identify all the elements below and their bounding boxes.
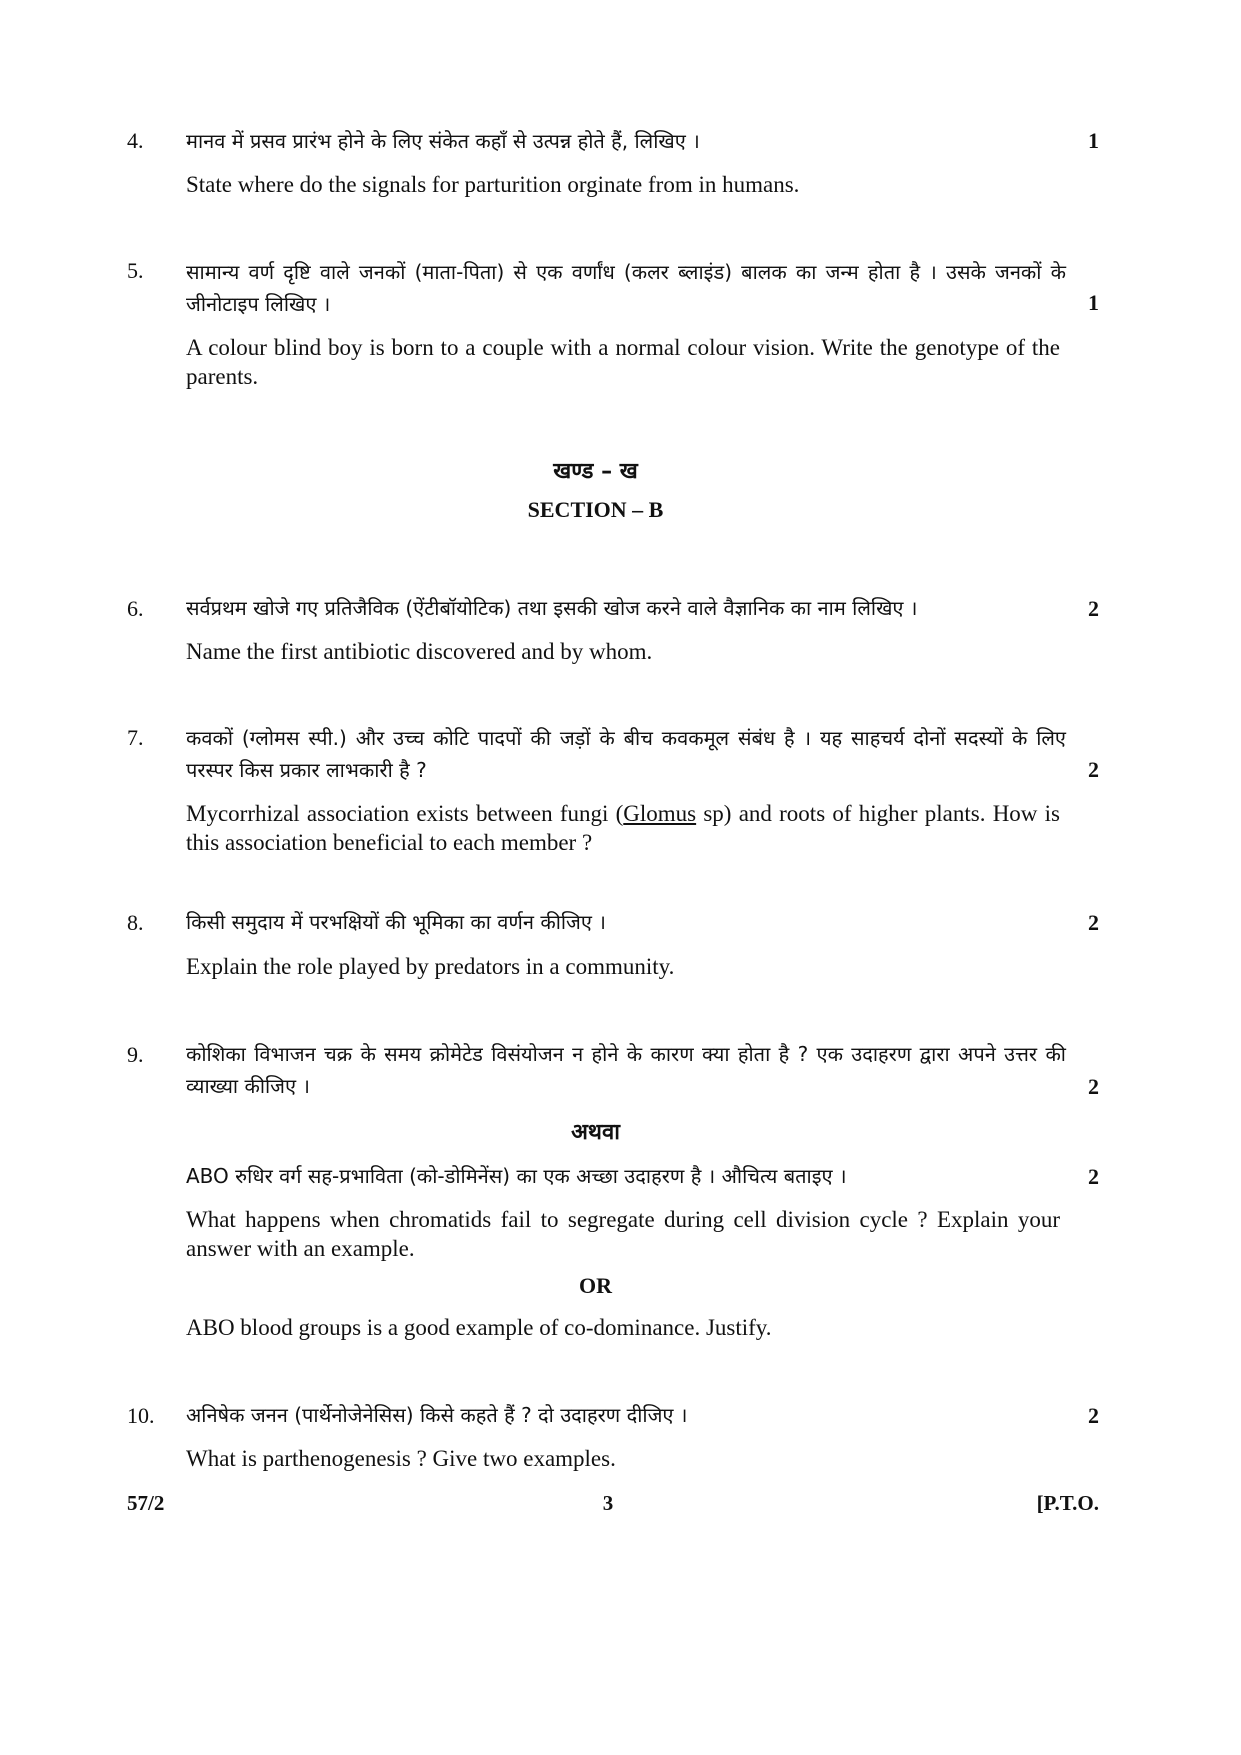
marks: 2: [1088, 1074, 1099, 1099]
question-number: 5.: [127, 258, 144, 283]
or-divider-hindi: अथवा: [571, 1120, 620, 1145]
marks: 2: [1088, 1403, 1099, 1428]
question-number: 10.: [127, 1403, 155, 1428]
question-text-hindi: कवकों (ग्लोमस स्पी.) और उच्च कोटि पादपों की जड़ों के बीच कवकमूल संबंध है । यह साहचर्य दोनों सदस्यों के लिए परस्पर किस प्रकार लाभकारी है ?: [186, 726, 1066, 782]
alternate-question-hindi: ABO रुधिर वर्ग सह-प्रभाविता (को-डोमिनेंस) का एक अच्छा उदाहरण है । औचित्य बताइए ।: [186, 1164, 847, 1188]
question-text-english: State where do the signals for parturition orginate from in humans.: [186, 172, 800, 197]
marks: 1: [1088, 128, 1099, 153]
marks: 2: [1088, 1164, 1099, 1189]
question-number: 4.: [127, 128, 144, 153]
question-text-english: Name the first antibiotic discovered and by whom.: [186, 639, 653, 664]
question-number: 6.: [127, 596, 144, 621]
question-text-english: What happens when chromatids fail to segregate during cell division cycle ? Explain your answer with an example.: [186, 1207, 1060, 1261]
paper-code: 57/2: [127, 1491, 165, 1515]
please-turn-over: [P.T.O.: [1036, 1491, 1099, 1515]
alternate-question-english: ABO blood groups is a good example of co-dominance. Justify.: [186, 1315, 772, 1340]
marks: 2: [1088, 757, 1099, 782]
page-number: 3: [602, 1491, 614, 1515]
section-title: SECTION – B: [527, 497, 664, 522]
marks: 2: [1088, 910, 1099, 935]
marks: 1: [1088, 290, 1099, 315]
question-text-english: Explain the role played by predators in a community.: [186, 954, 675, 979]
question-number: 8.: [127, 910, 144, 935]
question-text-hindi: सामान्य वर्ण दृष्टि वाले जनकों (माता-पिता) से एक वर्णांध (कलर ब्लाइंड) बालक का जन्म होता है । उसके जनकों के जीनोटाइप लिखिए ।: [186, 260, 1066, 316]
question-text-english: A colour blind boy is born to a couple with a normal colour vision. Write the genotype of the parents.: [186, 335, 1060, 389]
question-text-hindi: किसी समुदाय में परभक्षियों की भूमिका का वर्णन कीजिए ।: [186, 910, 606, 934]
question-text-hindi: मानव में प्रसव प्रारंभ होने के लिए संकेत कहाँ से उत्पन्न होते हैं, लिखिए ।: [186, 129, 700, 153]
question-number: 7.: [127, 725, 144, 750]
question-text-hindi: अनिषेक जनन (पार्थेनोजेनेसिस) किसे कहते हैं ? दो उदाहरण दीजिए ।: [186, 1403, 688, 1427]
question-text-hindi: कोशिका विभाजन चक्र के समय क्रोमेटेड विसंयोजन न होने के कारण क्या होता है ? एक उदाहरण द्वारा अपने उत्तर की व्याख्या कीजिए ।: [186, 1042, 1066, 1098]
or-divider: OR: [579, 1273, 612, 1298]
genus-name: Glomus: [623, 801, 697, 826]
question-text-english: Mycorrhizal association exists between fungi (Glomus sp) and roots of higher plants. How is this association beneficial to each member ?: [186, 801, 1060, 855]
section-title-hindi: खण्ड – ख: [553, 459, 638, 484]
question-number: 9.: [127, 1042, 144, 1067]
question-text-english: What is parthenogenesis ? Give two examples.: [186, 1446, 616, 1471]
question-text-hindi: सर्वप्रथम खोजे गए प्रतिजैविक (ऐंटीबॉयोटिक) तथा इसकी खोज करने वाले वैज्ञानिक का नाम लिखिए ।: [186, 596, 918, 620]
marks: 2: [1088, 596, 1099, 621]
